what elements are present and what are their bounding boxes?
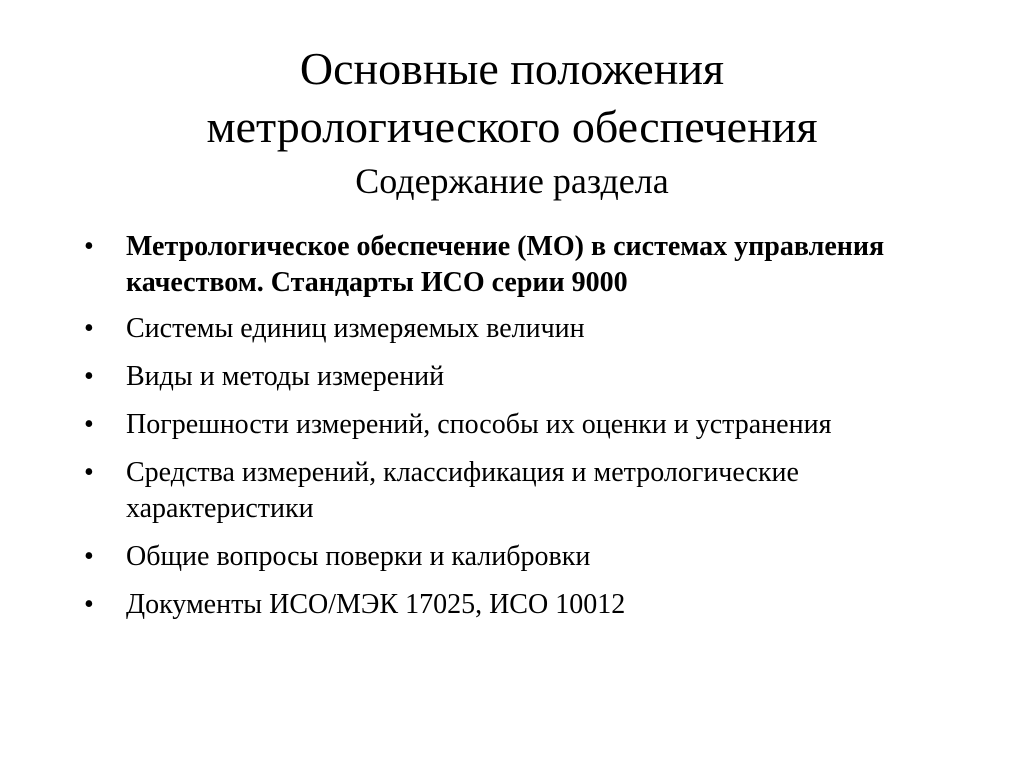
title-block	[0, 40, 1024, 204]
bullet-icon: •	[84, 589, 94, 620]
content-bullet-list	[84, 229, 964, 635]
section-subtitle: Содержание раздела	[355, 161, 669, 201]
bullet-text: Метрологическое обеспечение (МО) в системах управления качеством. Стандарты ИСО серии 9000	[126, 231, 885, 298]
bullet-text: Виды и методы измерений	[126, 361, 445, 392]
bullet-item-1	[84, 229, 964, 301]
bullet-item-2	[84, 311, 964, 347]
bullet-icon: •	[84, 231, 94, 262]
bullet-text: Средства измерений, классификация и метрологические характеристики	[126, 457, 799, 524]
bullet-icon: •	[84, 313, 94, 344]
bullet-icon: •	[84, 457, 94, 488]
bullet-icon: •	[84, 409, 94, 440]
bullet-icon: •	[84, 361, 94, 392]
bullet-text: Документы ИСО/МЭК 17025, ИСО 10012	[126, 589, 626, 620]
bullet-text: Общие вопросы поверки и калибровки	[126, 541, 591, 572]
bullet-text: Системы единиц измеряемых величин	[126, 313, 585, 344]
slide-title-line-2: метрологического обеспечения	[206, 101, 818, 152]
bullet-item-6	[84, 539, 964, 575]
bullet-item-3	[84, 359, 964, 395]
bullet-item-5	[84, 455, 964, 527]
slide-title-line-1: Основные положения	[299, 43, 725, 94]
bullet-icon: •	[84, 541, 94, 572]
bullet-item-4	[84, 407, 964, 443]
bullet-text: Погрешности измерений, способы их оценки и устранения	[126, 409, 832, 440]
bullet-item-7	[84, 587, 964, 623]
